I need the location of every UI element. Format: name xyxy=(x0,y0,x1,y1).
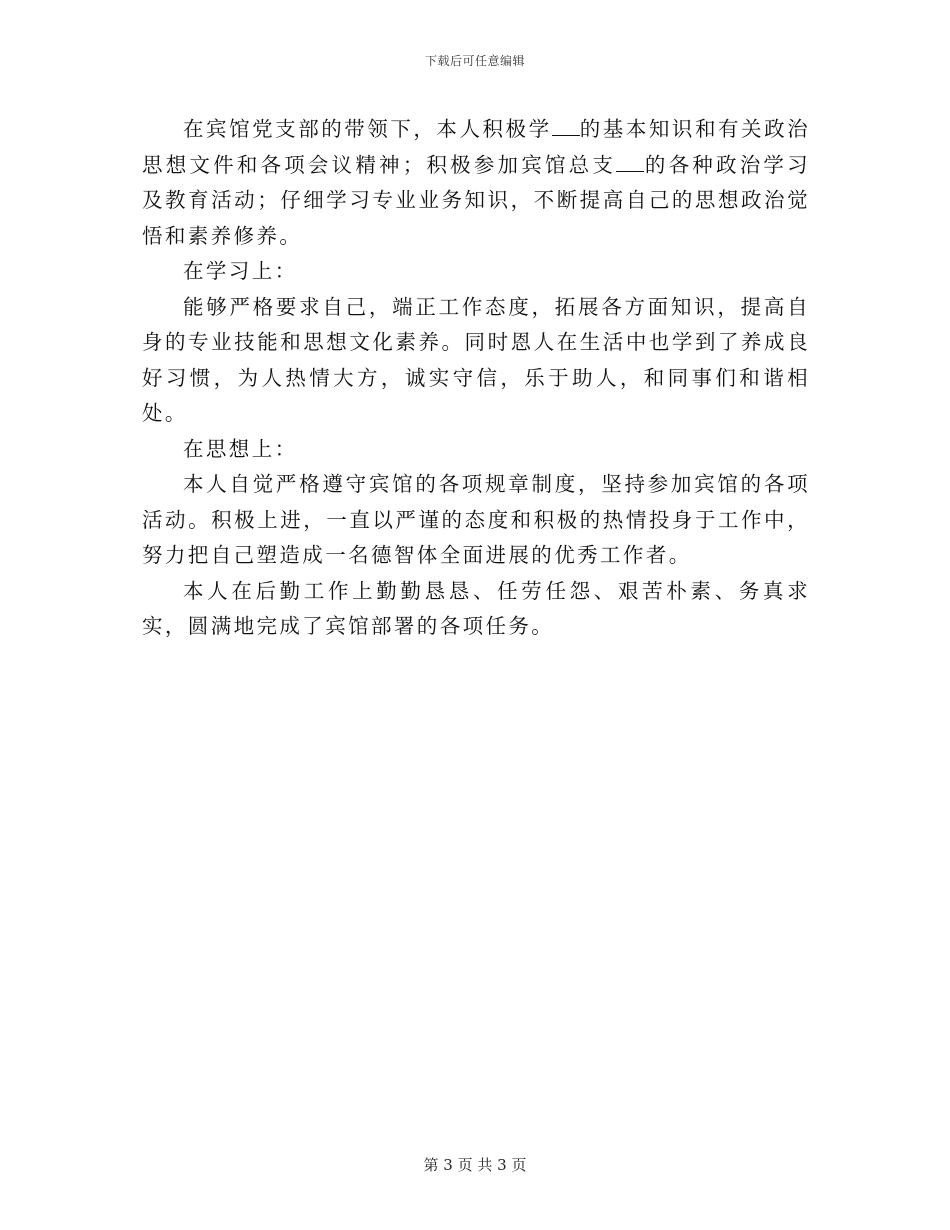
paragraph-study: 能够严格要求自己，端正工作态度，拓展各方面知识，提高自身的专业技能和思想文化素养。同时恩人在生活中也学到了养成良好习惯，为人热情大方，诚实守信，乐于助人，和同事们和谐相处。 xyxy=(142,294,810,425)
paragraph-text: 在宾馆党支部的带领下，本人积极学 xyxy=(183,117,552,141)
paragraph-thought: 本人自觉严格遵守宾馆的各项规章制度，坚持参加宾馆的各项活动。积极上进，一直以严谨的态度和积极的热情投身于工作中，努力把自己塑造成一名德智体全面进展的优秀工作者。 xyxy=(142,472,810,567)
paragraph-logistics: 本人在后勤工作上勤勤恳恳、任劳任怨、艰苦朴素、务真求实，圆满地完成了宾馆部署的各项任务。 xyxy=(142,578,810,638)
section-heading-study: 在学习上： xyxy=(183,259,298,283)
paragraph-party-study xyxy=(142,112,810,254)
paragraph-text: 的各种政治学习及教育活动；仔细学习专业业务知识，不断提高自己的思想政治觉悟和素养修养。 xyxy=(142,152,811,248)
blank-underline xyxy=(552,117,580,136)
page-number: 第 3 页 共 3 页 xyxy=(423,1156,527,1174)
section-heading-thought: 在思想上： xyxy=(183,436,298,461)
blank-underline xyxy=(616,153,644,172)
paragraph-text: 的基本知识和有关政治思想文件和各项会议精神；积极参加宾馆总支 xyxy=(142,117,811,177)
document-body xyxy=(142,112,810,645)
page-header: 下载后可任意编辑 xyxy=(424,54,525,68)
